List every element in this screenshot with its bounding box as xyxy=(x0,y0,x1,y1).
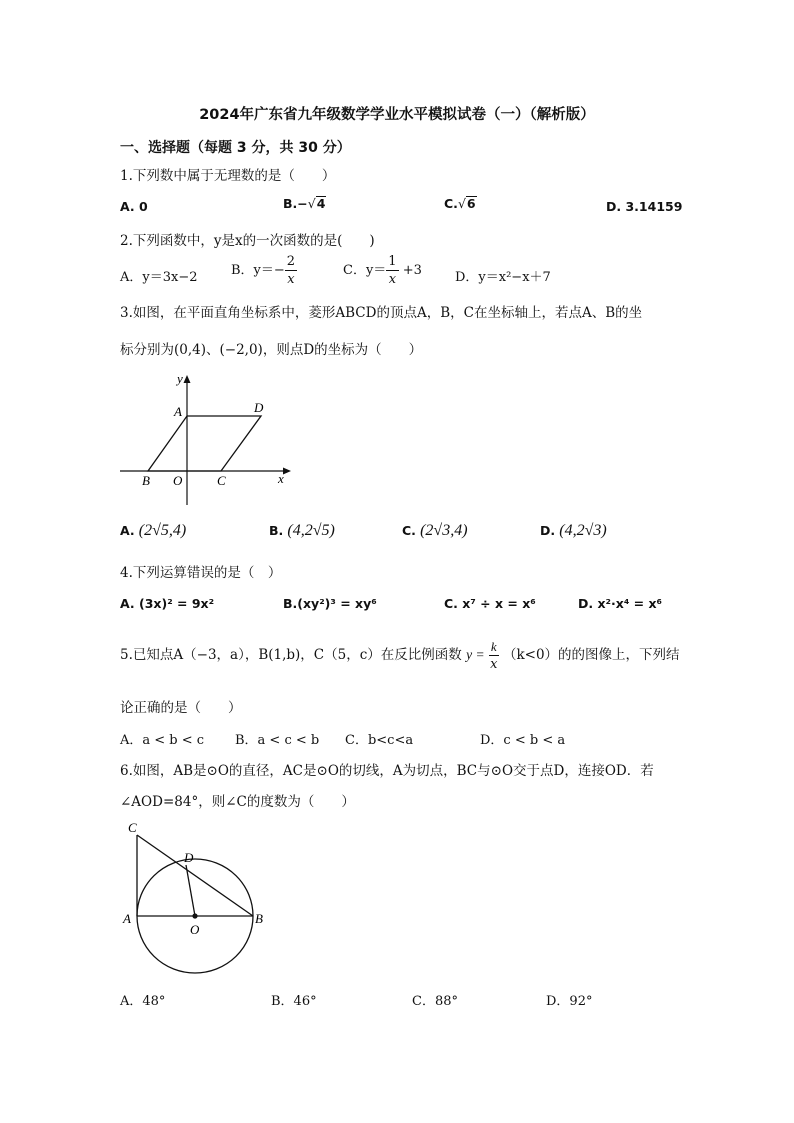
q2-option-b-denominator: x xyxy=(287,272,295,287)
q5-stem-part2: （k<0）的的图像上，下列结 xyxy=(502,647,680,663)
fig1-label-d: D xyxy=(254,400,264,415)
q1-option-d: D. 3.14159 xyxy=(606,199,683,214)
fig1-label-b: B xyxy=(142,473,150,488)
q6-stem-line2: ∠AOD=84°，则∠C的度数为（ ） xyxy=(120,794,355,810)
section-heading: 一、选择题（每题 3 分，共 30 分） xyxy=(120,140,351,156)
q6-option-d: D．92° xyxy=(546,994,593,1009)
q5-option-b: B．a < c < b xyxy=(235,733,320,748)
q4-option-d: D. x²·x⁴ = x⁶ xyxy=(578,596,663,611)
q1-option-b-radicand: 4 xyxy=(316,196,326,211)
q4-option-a: A. (3x)² = 9x² xyxy=(120,596,215,611)
q5-function-denominator: x xyxy=(490,657,498,672)
q2-option-b-prefix: B．y＝− xyxy=(231,263,285,278)
rhombus-figure xyxy=(115,365,300,510)
q3-option-a xyxy=(120,522,186,540)
q2-option-b xyxy=(231,255,297,286)
q3-stem-line2: 标分别为(0,4)、(−2,0)，则点D的坐标为（ ） xyxy=(120,342,423,358)
q2-option-a: A．y＝3x−2 xyxy=(120,270,198,285)
q3-option-a-value: (2√5,4) xyxy=(138,522,187,539)
q3-option-b xyxy=(269,522,335,540)
fig1-label-o: O xyxy=(173,473,183,488)
q2-option-c xyxy=(343,255,422,286)
q6-stem-line1: 6.如图，AB是⊙O的直径，AC是⊙O的切线，A为切点，BC与⊙O交于点D，连接OD．若 xyxy=(120,763,654,779)
page-title: 2024年广东省九年级数学学业水平模拟试卷（一）（解析版） xyxy=(199,107,595,123)
q3-option-b-label: B. xyxy=(269,523,284,538)
q6-option-c: C．88° xyxy=(412,994,458,1009)
q6-option-a: A．48° xyxy=(120,994,166,1009)
q1-option-c-radicand: 6 xyxy=(466,196,476,211)
q3-option-a-label: A. xyxy=(120,523,135,538)
q5-option-c: C．b<c<a xyxy=(345,733,414,748)
q2-option-c-numerator: 1 xyxy=(388,254,397,269)
q5-stem-line2: 论正确的是（ ） xyxy=(120,700,242,716)
q3-option-d xyxy=(540,522,607,540)
q2-option-b-numerator: 2 xyxy=(286,254,296,269)
q3-option-d-value: (4,2√3) xyxy=(559,522,607,539)
q5-stem-part1: 5.已知点A（−3，a），B(1,b)，C（5，c）在反比例函数 xyxy=(120,647,462,663)
q4-option-b: B.(xy²)³ = xy⁶ xyxy=(283,596,377,611)
q5-function-numerator: k xyxy=(490,639,497,654)
q5-stem xyxy=(120,640,680,671)
fig1-label-x: x xyxy=(278,471,284,486)
q2-option-c-suffix: +3 xyxy=(402,263,422,278)
q5-function-lhs: y = xyxy=(466,647,485,662)
fig1-label-y: y xyxy=(177,371,183,386)
q1-stem: 1.下列数中属于无理数的是（ ） xyxy=(120,168,336,184)
q6-option-b: B．46° xyxy=(271,994,317,1009)
q2-option-c-prefix: C．y＝ xyxy=(343,263,387,278)
q5-option-d: D．c < b < a xyxy=(480,733,566,748)
fig1-label-c: C xyxy=(217,473,226,488)
q1-option-b: B.−√4 xyxy=(283,196,326,211)
q1-option-c: C.√6 xyxy=(444,196,476,211)
fig2-label-a: A xyxy=(123,911,131,926)
q3-option-d-label: D. xyxy=(540,523,556,538)
q1-option-b-prefix: B.− xyxy=(283,196,308,211)
fig2-label-b: B xyxy=(255,911,263,926)
q3-stem-line1: 3.如图，在平面直角坐标系中，菱形ABCD的顶点A，B，C在坐标轴上，若点A、B的坐 xyxy=(120,305,643,321)
circle-tangent-figure xyxy=(118,818,273,983)
fig2-label-c: C xyxy=(128,820,137,835)
fig2-label-d: D xyxy=(184,850,194,865)
q3-option-c-value: (2√3,4) xyxy=(420,522,468,539)
q2-option-c-denominator: x xyxy=(388,272,397,287)
q4-option-c: C. x⁷ ÷ x = x⁶ xyxy=(444,596,536,611)
q3-option-c-label: C. xyxy=(402,523,416,538)
q2-option-d: D．y＝x²−x＋7 xyxy=(455,270,551,285)
q5-option-a: A．a < b < c xyxy=(120,733,205,748)
q4-stem: 4.下列运算错误的是（ ） xyxy=(120,565,282,581)
fig1-label-a: A xyxy=(174,404,182,419)
q3-option-b-value: (4,2√5) xyxy=(287,522,335,539)
q1-option-c-prefix: C. xyxy=(444,196,458,211)
fig2-label-o: O xyxy=(190,922,200,937)
q3-option-c xyxy=(402,522,468,540)
q1-option-a: A. 0 xyxy=(120,199,148,214)
q2-stem: 2.下列函数中，y是x的一次函数的是( ) xyxy=(120,233,375,249)
